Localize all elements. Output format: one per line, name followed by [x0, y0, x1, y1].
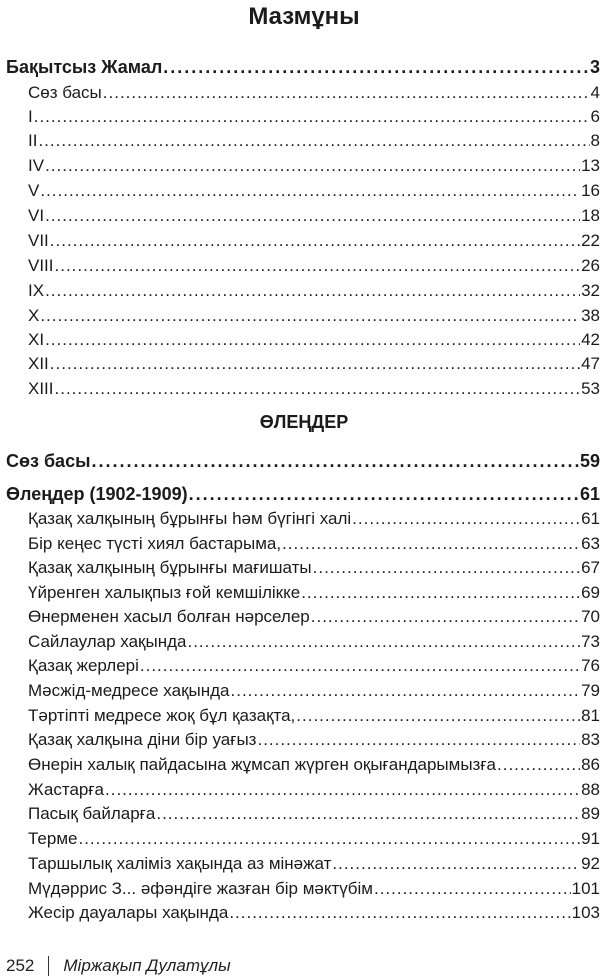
- toc-entry-title: Терме: [28, 829, 78, 848]
- page-title: Мазмұны: [248, 3, 360, 30]
- toc-entry-title: Жесір дауалары хақында: [28, 903, 229, 922]
- toc-entry-title: V: [28, 181, 40, 200]
- toc-entry: [28, 900, 600, 925]
- toc-entry: [28, 653, 600, 678]
- toc-entry-page-number: 61: [579, 484, 600, 504]
- toc-entry-page-number: 91: [581, 829, 600, 848]
- toc-entry-page-number: 63: [581, 534, 600, 553]
- toc-entry-page-number: 16: [581, 181, 600, 200]
- footer-author: Міржақып Дулатұлы: [63, 956, 231, 975]
- toc-entry-page-number: 59: [579, 451, 600, 471]
- toc-entry: [28, 531, 600, 556]
- dot-leader: [50, 228, 580, 253]
- toc-entry-title: Өнерменен хасыл болған нәрселер: [28, 607, 310, 626]
- toc-entry: [28, 678, 600, 703]
- toc-entry-page-number: 47: [581, 354, 600, 373]
- toc-entry-title: XIII: [28, 379, 54, 398]
- dot-leader: [55, 376, 581, 401]
- footer-divider: [48, 956, 49, 976]
- toc-entry-title: Сайлаулар хақында: [28, 632, 187, 651]
- toc-entry-page-number: 26: [581, 256, 600, 275]
- page-footer: [6, 955, 231, 977]
- toc-entry-title: Пасық байларға: [28, 804, 156, 823]
- toc-entry: [28, 851, 600, 876]
- toc-entry-page-number: 89: [581, 804, 600, 823]
- toc-entry-page-number: 38: [581, 306, 600, 325]
- toc-entry-title: Өлеңдер (1902-1909): [6, 484, 188, 504]
- toc-entry-page-number: 73: [581, 632, 600, 651]
- toc-entry-title: Сөз басы: [28, 83, 102, 102]
- toc-entry-page-number: 3: [589, 57, 600, 77]
- toc-entry: [28, 580, 600, 605]
- toc-entry-page-number: 81: [581, 706, 600, 725]
- toc-entry-title: Қазақ халқының бұрынғы һәм бүгінгі халі: [28, 509, 352, 528]
- toc-entry-title: Сөз басы: [6, 451, 91, 471]
- toc-entry: [28, 727, 600, 752]
- toc-entry-title: Мәсжід-медресе хақында: [28, 681, 230, 700]
- toc-entry: [6, 449, 600, 474]
- toc-entry-title: IX: [28, 281, 45, 300]
- toc-entry-page-number: 53: [581, 379, 600, 398]
- toc-entry-page-number: 83: [581, 730, 600, 749]
- toc-entry-page-number: 6: [590, 107, 600, 126]
- toc-entry: [28, 203, 600, 228]
- toc-entry: [28, 178, 600, 203]
- dot-leader: [374, 876, 571, 901]
- dot-leader: [497, 752, 580, 777]
- toc-entry: [28, 351, 600, 376]
- dot-leader: [282, 531, 580, 556]
- dot-leader: [45, 278, 580, 303]
- toc-entry-page-number: 103: [571, 903, 600, 922]
- toc-entry-title: Тәртіпті медресе жоқ бұл қазақта,: [28, 706, 296, 725]
- toc-entry-title: XI: [28, 330, 45, 349]
- dot-leader: [313, 555, 580, 580]
- toc-entry-page-number: 79: [581, 681, 600, 700]
- toc-entry: [28, 104, 600, 129]
- dot-leader: [34, 104, 590, 129]
- toc-entry-page-number: 86: [581, 755, 600, 774]
- toc-entry-page-number: 61: [581, 509, 600, 528]
- dot-leader: [296, 703, 580, 728]
- toc-entry-page-number: 92: [581, 854, 600, 873]
- toc-entry: [28, 253, 600, 278]
- dot-leader: [332, 851, 580, 876]
- toc-entry: [28, 826, 600, 851]
- toc-entry-title: Бақытсыз Жамал: [6, 57, 163, 77]
- dot-leader: [140, 653, 580, 678]
- dot-leader: [91, 449, 579, 474]
- toc-entry-page-number: 69: [581, 583, 600, 602]
- toc-entry-title: Қазақ жерлері: [28, 656, 139, 675]
- toc-entry: [28, 228, 600, 253]
- toc-entry-title: I: [28, 107, 33, 126]
- toc-entry: [28, 278, 600, 303]
- toc-entry: [28, 80, 600, 105]
- toc-entry: [28, 777, 600, 802]
- toc-entry-page-number: 4: [590, 83, 600, 102]
- toc-entry: [28, 703, 600, 728]
- toc-entry: [28, 604, 600, 629]
- toc-entry: [28, 128, 600, 153]
- section-heading-poems: ӨЛЕҢДЕР: [259, 412, 349, 432]
- toc-entry-page-number: 76: [581, 656, 600, 675]
- page-number: 252: [6, 956, 35, 975]
- dot-leader: [105, 777, 580, 802]
- toc-entry-title: VIII: [28, 256, 54, 275]
- toc-entry-title: VII: [28, 231, 49, 250]
- toc-entry-title: Бір кеңес түсті хиял бастарыма,: [28, 534, 282, 553]
- toc-entry-title: Таршылық халіміз хақында аз мінәжат: [28, 854, 332, 873]
- dot-leader: [45, 203, 580, 228]
- toc-entry-page-number: 13: [581, 156, 600, 175]
- dot-leader: [38, 128, 589, 153]
- toc-entry-page-number: 70: [581, 607, 600, 626]
- toc-entry-title: Мүдәррис З... әфәндіге жазған бір мәктүбім: [28, 879, 373, 898]
- toc-entry: [28, 555, 600, 580]
- toc-entry-page-number: 101: [571, 879, 600, 898]
- dot-leader: [229, 900, 570, 925]
- toc-entry: [28, 801, 600, 826]
- toc-entry-page-number: 88: [581, 780, 600, 799]
- toc-entry-title: Қазақ халқына діни бір уағыз: [28, 730, 257, 749]
- toc-entry-title: Үйренген халықпыз ғой кемшілікке: [28, 583, 301, 602]
- toc-entry-page-number: 18: [581, 206, 600, 225]
- toc-entry: [6, 55, 600, 80]
- toc-entry: [6, 482, 600, 507]
- toc-entry-title: VI: [28, 206, 45, 225]
- toc-entry: [28, 752, 600, 777]
- dot-leader: [40, 303, 580, 328]
- toc-entry-page-number: 32: [581, 281, 600, 300]
- toc-entry: [28, 303, 600, 328]
- toc-entry-title: Қазақ халқының бұрынғы мағишаты: [28, 558, 312, 577]
- dot-leader: [163, 55, 589, 80]
- toc-entry: [28, 629, 600, 654]
- toc-entry-title: XII: [28, 354, 49, 373]
- toc-entry: [28, 506, 600, 531]
- dot-leader: [189, 482, 579, 507]
- toc-entry-title: Өнерін халық пайдасына жұмсап жүрген оқығандарымызға: [28, 755, 497, 774]
- dot-leader: [78, 826, 580, 851]
- toc-entry-page-number: 67: [581, 558, 600, 577]
- dot-leader: [311, 604, 580, 629]
- dot-leader: [45, 153, 580, 178]
- dot-leader: [45, 327, 580, 352]
- toc-entry-page-number: 22: [581, 231, 600, 250]
- dot-leader: [40, 178, 580, 203]
- toc-entry-title: II: [28, 131, 38, 150]
- toc-entry-title: IV: [28, 156, 45, 175]
- dot-leader: [257, 727, 580, 752]
- dot-leader: [187, 629, 580, 654]
- toc-entry-page-number: 42: [581, 330, 600, 349]
- toc-entry-page-number: 8: [590, 131, 600, 150]
- toc-entry: [28, 876, 600, 901]
- toc-entry-title: X: [28, 306, 40, 325]
- toc-entry-title: Жастарға: [28, 780, 105, 799]
- dot-leader: [352, 506, 580, 531]
- dot-leader: [50, 351, 580, 376]
- toc-entry: [28, 327, 600, 352]
- dot-leader: [301, 580, 580, 605]
- dot-leader: [156, 801, 580, 826]
- dot-leader: [55, 253, 581, 278]
- dot-leader: [231, 678, 581, 703]
- toc-entry: [28, 153, 600, 178]
- dot-leader: [103, 80, 590, 105]
- toc-entry: [28, 376, 600, 401]
